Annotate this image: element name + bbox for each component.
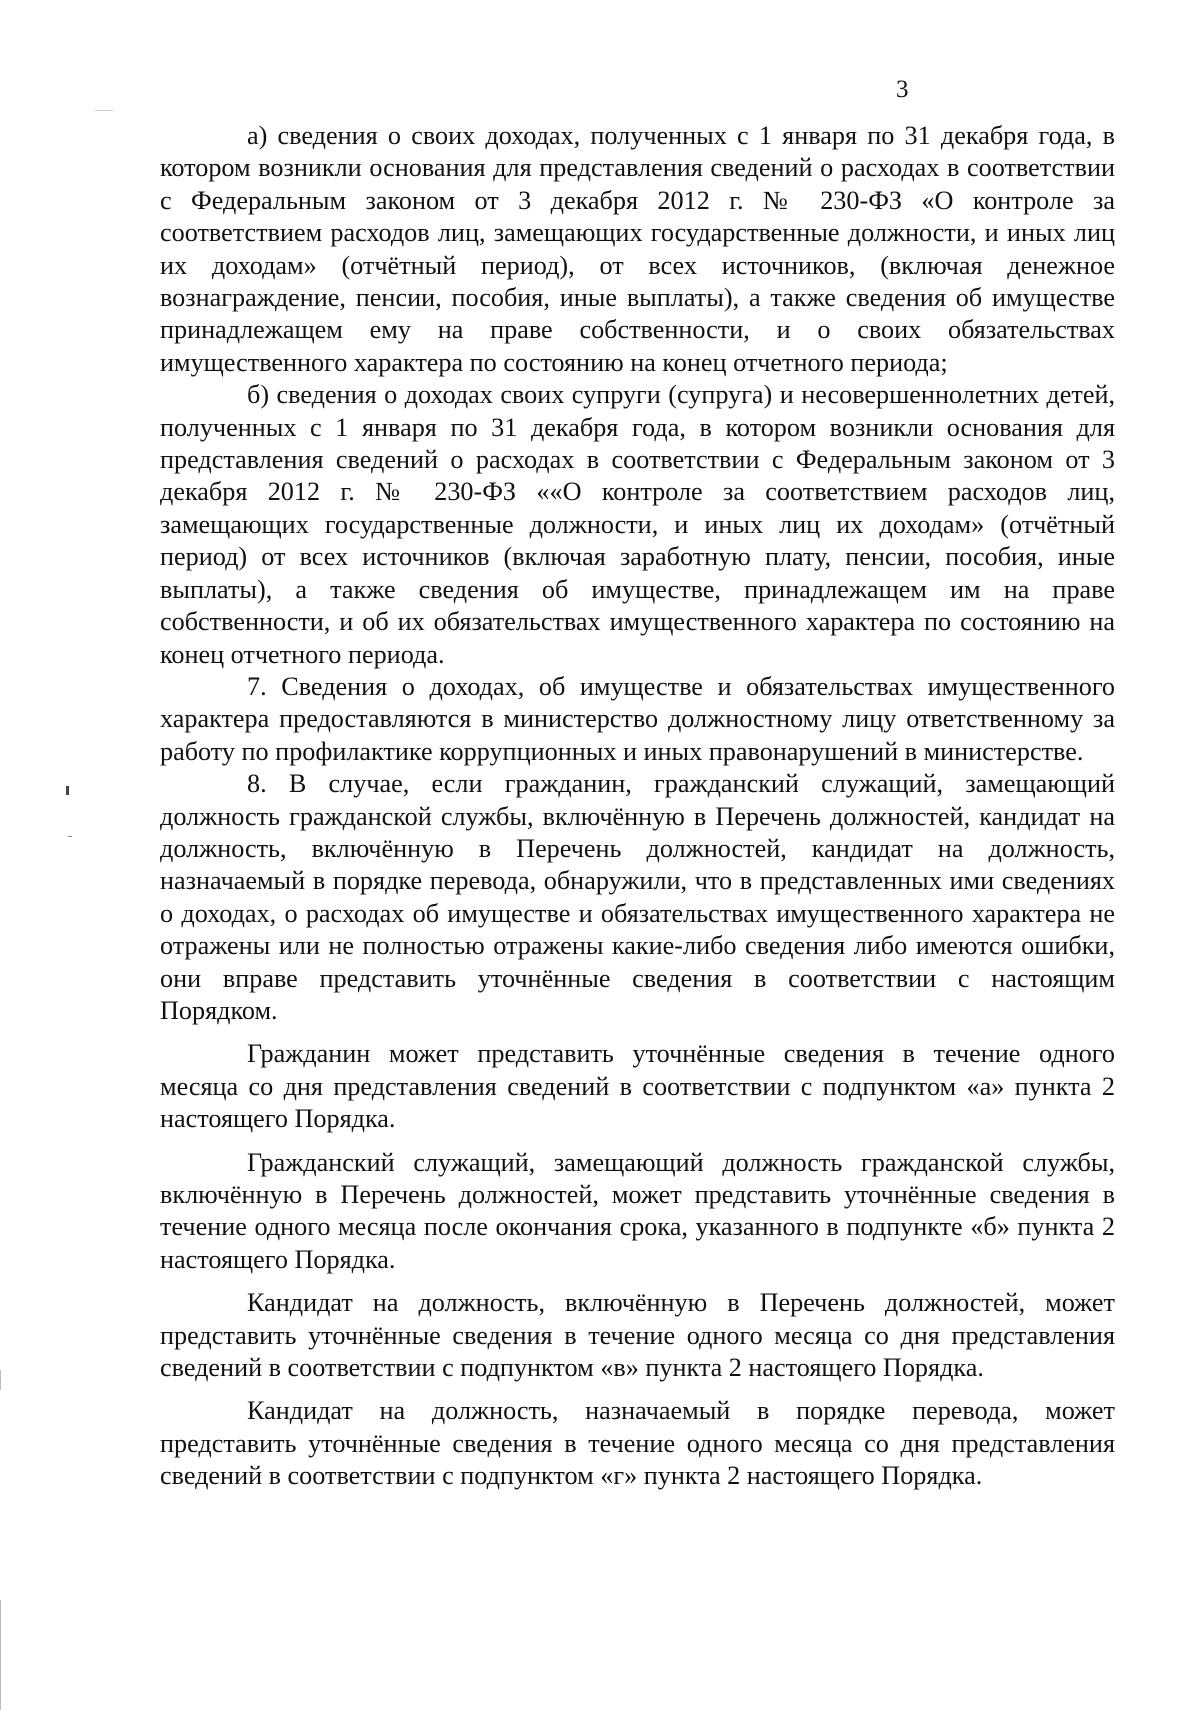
page-number: 3 <box>896 76 909 103</box>
scan-edge-mark <box>0 1370 1 1390</box>
paragraph-8-civil-servant: Гражданский служащий, замещающий должность гражданской службы, включённую в Перечень должностей, может представить уточнённые сведения в течение одного месяца после окончания срока, указанного в подпункте «б» пункта 2 настоящего Порядка. <box>160 1147 1115 1274</box>
paragraph-7: 7. Сведения о доходах, об имуществе и обязательствах имущественного характера предоставляются в министерство должностному лицу ответственному за работу по профилактике коррупционных и иных правонарушений в министерстве. <box>160 671 1115 766</box>
paragraph-6a: а) сведения о своих доходах, полученных с 1 января по 31 декабря года, в котором возникли основания для представления сведений о расходах в соответствии с Федеральным законом от 3 декабря 2012 г. № 230-ФЗ «О контроле за соответствием расходов лиц, замещающих государственные должности, и иных лиц их доходам» (отчётный период), от всех источников, (включая денежное вознаграждение, пенсии, пособия, иные выплаты), а также сведения об имуществе принадлежащем ему на праве собственности, и о своих обязательствах имущественного характера по состоянию на конец отчетного периода; <box>160 121 1115 377</box>
paragraph-6b: б) сведения о доходах своих супруги (супруга) и несовершеннолетних детей, полученных с 1 января по 31 декабря года, в котором возникли основания для представления сведений о расходах в соответствии с Федеральным законом от 3 декабря 2012 г. № 230-ФЗ ««О контроле за соответствием расходов лиц, замещающих государственные должности, и иных лиц их доходам» (отчётный период) от всех источников (включая заработную плату, пенсии, пособия, иные выплаты), а также сведения об имуществе, принадлежащем им на праве собственности, и об их обязательствах имущественного характера по состоянию на конец отчетного периода. <box>160 380 1115 669</box>
scan-speck <box>68 836 72 837</box>
paragraph-8-candidate: Кандидат на должность, включённую в Перечень должностей, может представить уточнённые сведения в течение одного месяца со дня представления сведений в соответствии с подпунктом «в» пункта 2 настоящего Порядка. <box>160 1288 1115 1383</box>
scan-edge-mark <box>0 1600 1 1710</box>
paragraph-8-candidate-transfer: Кандидат на должность, назначаемый в порядке перевода, может представить уточнённые сведения в течение одного месяца со дня представления сведений в соответствии с подпунктом «г» пункта 2 настоящего Порядка. <box>160 1396 1115 1491</box>
scan-speck <box>66 786 69 795</box>
scan-speck <box>95 110 113 111</box>
paragraph-8: 8. В случае, если гражданин, гражданский служащий, замещающий должность гражданской службы, включённую в Перечень должностей, кандидат на должность, включённую в Перечень должностей, кандидат на должность, назначаемый в порядке перевода, обнаружили, что в представленных ими сведениях о доходах, о расходах об имуществе и обязательствах имущественного характера не отражены или не полностью отражены какие-либо сведения либо имеются ошибки, они вправе представить уточнённые сведения в соответствии с настоящим Порядком. <box>160 769 1115 1025</box>
paragraph-8-citizen: Гражданин может представить уточнённые сведения в течение одного месяца со дня представления сведений в соответствии с подпунктом «а» пункта 2 настоящего Порядка. <box>160 1039 1115 1134</box>
document-body <box>160 120 1115 1493</box>
